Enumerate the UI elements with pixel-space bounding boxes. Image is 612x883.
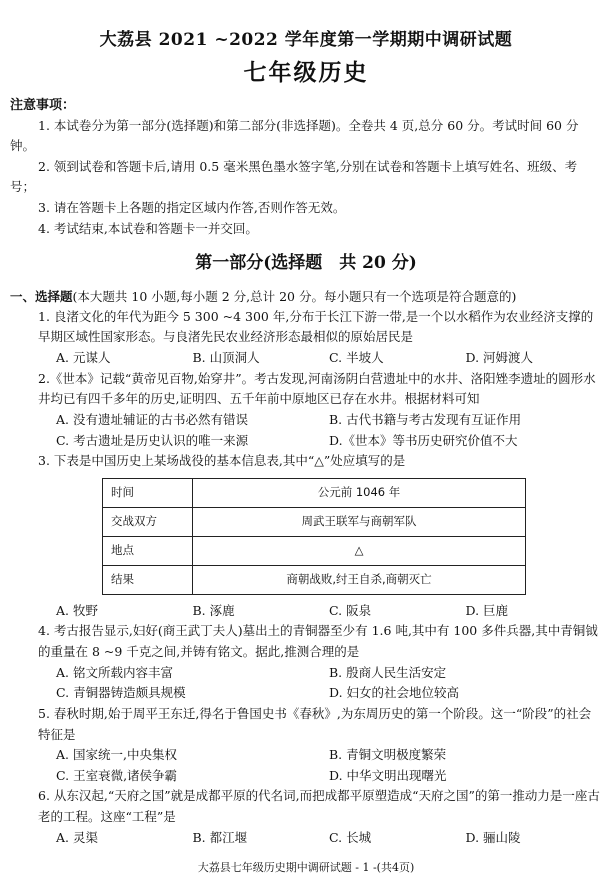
table-value: 商朝战败,纣王自杀,商朝灭亡 [193,565,526,594]
part-one-title: 第一部分(选择题 共 20 分) [195,253,417,274]
question-stem: 1. 良渚文化的年代为距今 5 300 ~4 300 年,分布于长江下游一带,是一个以水稻作为农业经济支撑的早期区域性国家形态。与良渚先民农业经济形态最相似的原始居民是 [38,308,594,345]
question-stem: 5. 春秋时期,始于周平王东迁,得名于鲁国史书《春秋》,为东周历史的第一个阶段。这一“阶段”的社会特征是 [38,705,592,742]
option-d[interactable]: D. 巨鹿 [465,602,509,618]
options [38,828,602,849]
question-stem: 2.《世本》记载“黄帝见百物,始穿井”。考古发现,河南汤阴白营遗址中的水井、洛阳矬李遗址的圆形水井均已有四千多年的历史,证明四、五千年前中原地区已存在水井。根据材料可知 [38,370,596,407]
notes-heading: 注意事项： [10,98,76,113]
option-b[interactable]: B. 古代书籍与考古发现有互证作用 [329,411,522,427]
option-d[interactable]: D. 骊山陵 [465,829,521,845]
option-b[interactable]: B. 山顶洞人 [192,350,260,365]
subject-title: 七年级历史 [243,58,369,86]
option-b[interactable]: B. 殷商人民生活安定 [329,664,447,680]
table-key: 交战双方 [103,507,193,536]
note-item: 4. 考试结束,本试卷和答题卡一并交回。 [38,220,258,236]
page-footer: 大荔县七年级历史期中调研试题 - 1 -(共4页) [197,861,415,874]
option-c[interactable]: C. 阪泉 [329,602,372,618]
question-stem: 4. 考古报告显示,妇好(商王武丁夫人)墓出土的青铜器至少有 1.6 吨,其中有 100 多件兵器,其中青铜钺的重量在 8 ~9 千克之间,并铸有铭文。据此,推测合理的是 [38,623,598,659]
question-2 [10,369,602,452]
section-label: 一、选择题 [10,288,73,304]
option-a[interactable]: A. 国家统一,中央集权 [56,747,177,763]
table-value: △ [193,536,526,565]
question-3 [10,451,602,472]
option-d[interactable]: D. 妇女的社会地位较高 [329,685,460,701]
option-c[interactable]: C. 王室衰微,诸侯争霸 [56,767,178,783]
table-value: 周武王联军与商朝军队 [193,507,526,536]
section-heading [10,287,602,307]
battle-info-table [102,478,526,595]
option-d[interactable]: D.《世本》等书历史研究价值不大 [329,432,518,448]
option-a[interactable]: A. 没有遗址辅证的古书必然有错误 [56,411,248,427]
question-3-options [10,601,602,622]
table-row [103,536,526,565]
exam-title: 大荔县 2021 ~2022 学年度第一学期期中调研试题 [99,30,513,50]
question-stem: 3. 下表是中国历史上某场战役的基本信息表,其中“△”处应填写的是 [38,453,406,469]
option-a[interactable]: A. 铭文所载内容丰富 [56,664,173,680]
option-d[interactable]: D. 中华文明出现曙光 [329,767,447,783]
question-5 [10,704,602,787]
option-c[interactable]: C. 青铜器铸造颇具规模 [56,685,186,701]
options [38,601,602,622]
question-1 [10,307,602,369]
option-a[interactable]: A. 牧野 [56,602,98,618]
option-c[interactable]: C. 长城 [329,829,372,845]
options [38,348,602,369]
note-item: 3. 请在答题卡上各题的指定区域内作答,否则作答无效。 [38,200,346,215]
table-row [103,507,526,536]
note-item: 1. 本试卷分为第一部分(选择题)和第二部分(非选择题)。全卷共 4 页,总分 60 分。考试时间 60 分钟。 [10,117,579,154]
option-b[interactable]: B. 都江堰 [192,829,248,845]
table-key: 地点 [103,536,193,565]
option-b[interactable]: B. 青铜文明极度繁荣 [329,747,447,763]
options [38,745,602,786]
option-c[interactable]: C. 半坡人 [329,350,384,365]
notes-list [10,116,602,240]
option-c[interactable]: C. 考古遗址是历史认识的唯一来源 [56,432,249,448]
options [38,663,602,704]
table-row [103,478,526,507]
option-d[interactable]: D. 河姆渡人 [465,350,534,365]
option-b[interactable]: B. 涿鹿 [192,602,235,618]
options [38,410,602,451]
option-a[interactable]: A. 灵渠 [56,829,98,845]
option-a[interactable]: A. 元谋人 [56,350,111,365]
note-item: 2. 领到试卷和答题卡后,请用 0.5 毫米黑色墨水签字笔,分别在试卷和答题卡上填写姓名、班级、考号； [10,158,578,195]
section-description: (本大题共 10 小题,每小题 2 分,总计 20 分。每小题只有一个选项是符合题意的) [72,288,517,304]
table-value: 公元前 1046 年 [193,478,526,507]
table-key: 时间 [103,478,193,507]
question-6 [10,786,602,848]
table-row [103,565,526,594]
question-stem: 6. 从东汉起,“天府之国”就是成都平原的代名词,而把成都平原塑造成“天府之国”的第一推动力是一座古老的工程。这座“工程”是 [38,788,600,824]
question-4 [10,621,602,704]
table-key: 结果 [103,565,193,594]
